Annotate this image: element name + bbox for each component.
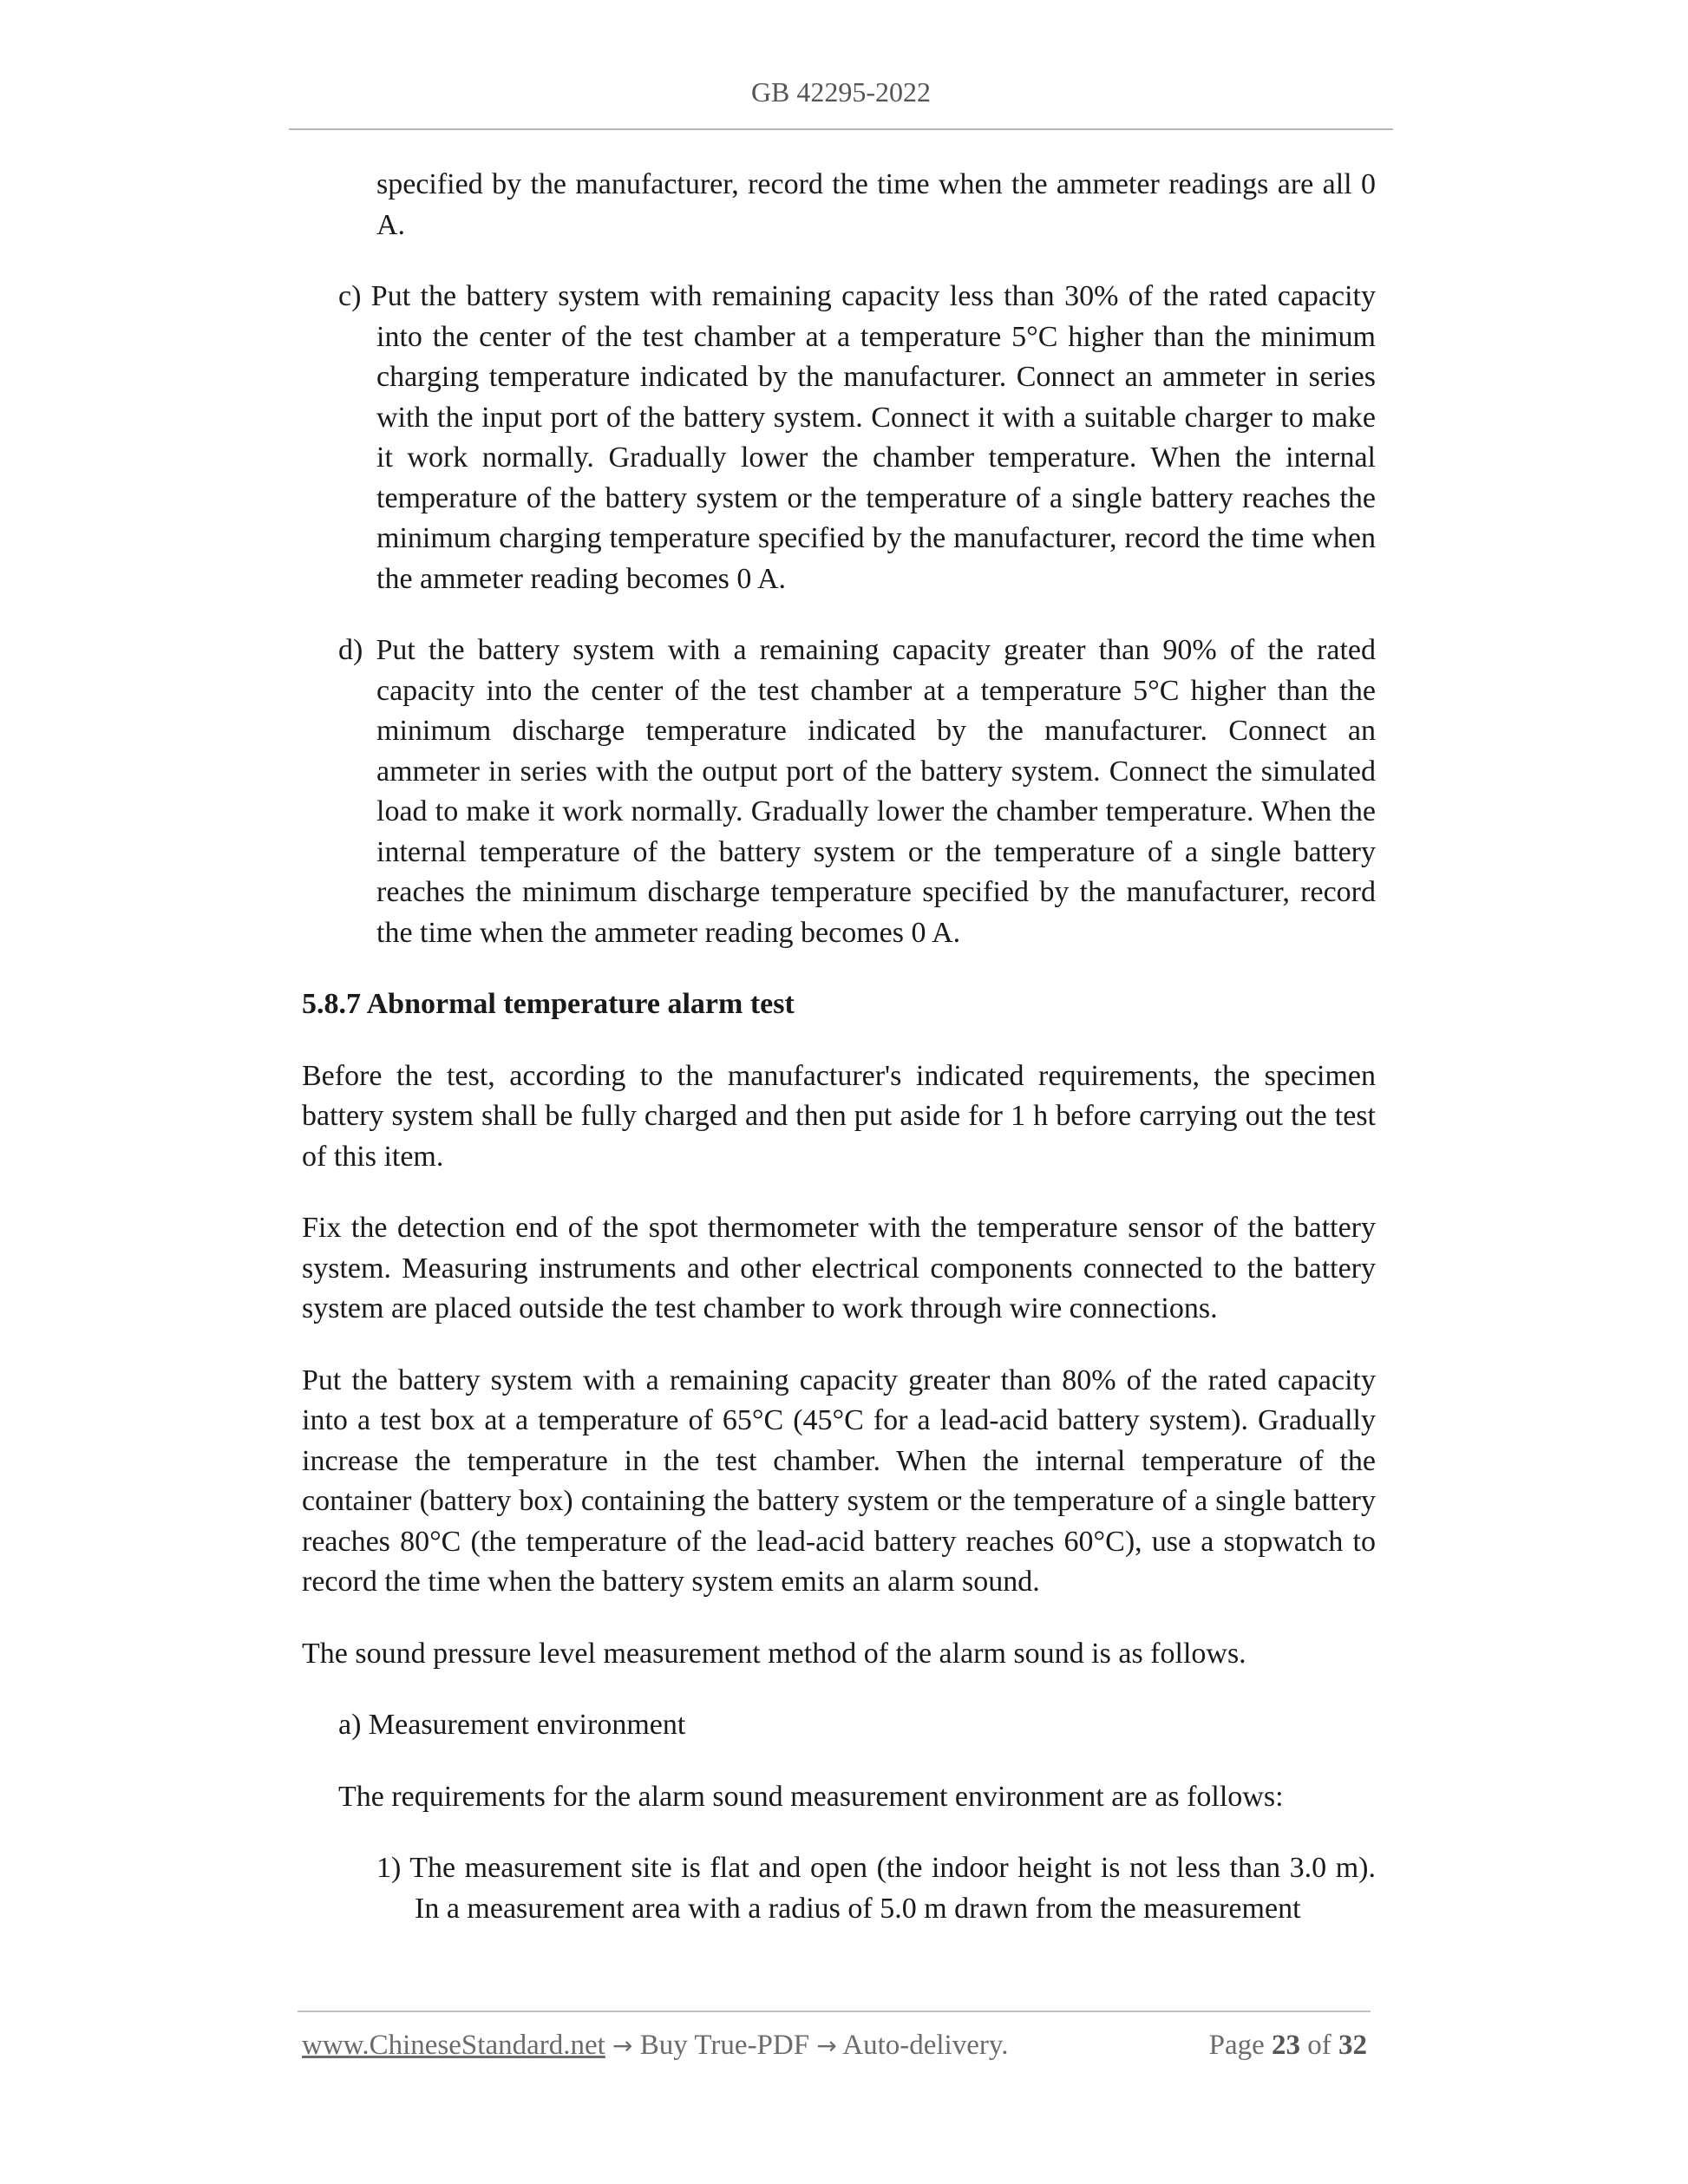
document-id-header: GB 42295-2022 [750,76,932,108]
buy-pdf-text: Buy True-PDF [639,2030,810,2061]
item-b-continuation: specified by the manufacturer, record the time when the ammeter readings are all 0 A. [376,168,1376,241]
paragraph-thermometer: Fix the detection end of the spot thermometer with the temperature sensor of the battery system. Measuring instruments and other electrical components connected to the battery system are placed outside the test chamber to work through wire connections. [302,1212,1376,1324]
sublist-item-a: a) Measurement environment [338,1709,686,1741]
footer-promo [302,2030,1008,2062]
paragraph-pretest: Before the test, according to the manufacturer's indicated requirements, the specimen battery system shall be fully charged and then put aside for 1 h before carrying out the test of this item. [302,1059,1376,1173]
page-current: 23 [1272,2030,1300,2061]
paragraph-sound-method: The sound pressure level measurement method of the alarm sound is as follows. [302,1637,1246,1670]
page-of-label: of [1307,2030,1331,2061]
page-body [302,165,1376,1929]
page-number [1209,2030,1367,2062]
footer-divider [298,2011,1371,2012]
sublist-a-item-1: 1) The measurement site is flat and open (the indoor height is not less than 3.0 m). In a measurement area with a radius of 5.0 m drawn from the measurement [376,1852,1376,1925]
page-total: 32 [1338,2030,1367,2061]
section-heading: 5.8.7 Abnormal temperature alarm test [302,988,795,1020]
arrow-right-icon: → [816,2031,837,2060]
list-item-d: d) Put the battery system with a remaining capacity greater than 90% of the rated capacity into the center of the test chamber at a temperature 5°C higher than the minimum discharge temperature indicated by the manufacturer. Connect an ammeter in series with the output port of the battery system. Connect the simulated load to make it work normally. Gradually lower the chamber temperature. When the internal temperature of the battery system or the temperature of a single battery reaches the minimum discharge temperature specified by the manufacturer, record the time when the ammeter reading becomes 0 A. [338,634,1376,949]
auto-delivery-text: Auto-delivery. [842,2030,1009,2061]
header-divider [289,128,1393,130]
list-item-c: c) Put the battery system with remaining capacity less than 30% of the rated capacity into the center of the test chamber at a temperature 5°C higher than the minimum charging temperature indicated by the manufacturer. Connect an ammeter in series with the input port of the battery system. Connect it with a suitable charger to make it work normally. Gradually lower the chamber temperature. When the internal temperature of the battery system or the temperature of a single battery reaches the minimum charging temperature specified by the manufacturer, record the time when the ammeter reading becomes 0 A. [338,280,1376,595]
website-link[interactable]: www.ChineseStandard.net [302,2030,605,2061]
page-label: Page [1208,2030,1265,2061]
paragraph-procedure: Put the battery system with a remaining capacity greater than 80% of the rated capacity into a test box at a temperature of 65°C (45°C for a lead-acid battery system). Gradually increase the temperature in the test chamber. When the internal temperature of the container (battery box) containing the battery system or the temperature of a single battery reaches 80°C (the temperature of the lead-acid battery reaches 60°C), use a stopwatch to record the time when the battery system emits an alarm sound. [302,1363,1376,1598]
arrow-right-icon: → [612,2031,633,2060]
sublist-a-intro: The requirements for the alarm sound measurement environment are as follows: [338,1780,1284,1813]
